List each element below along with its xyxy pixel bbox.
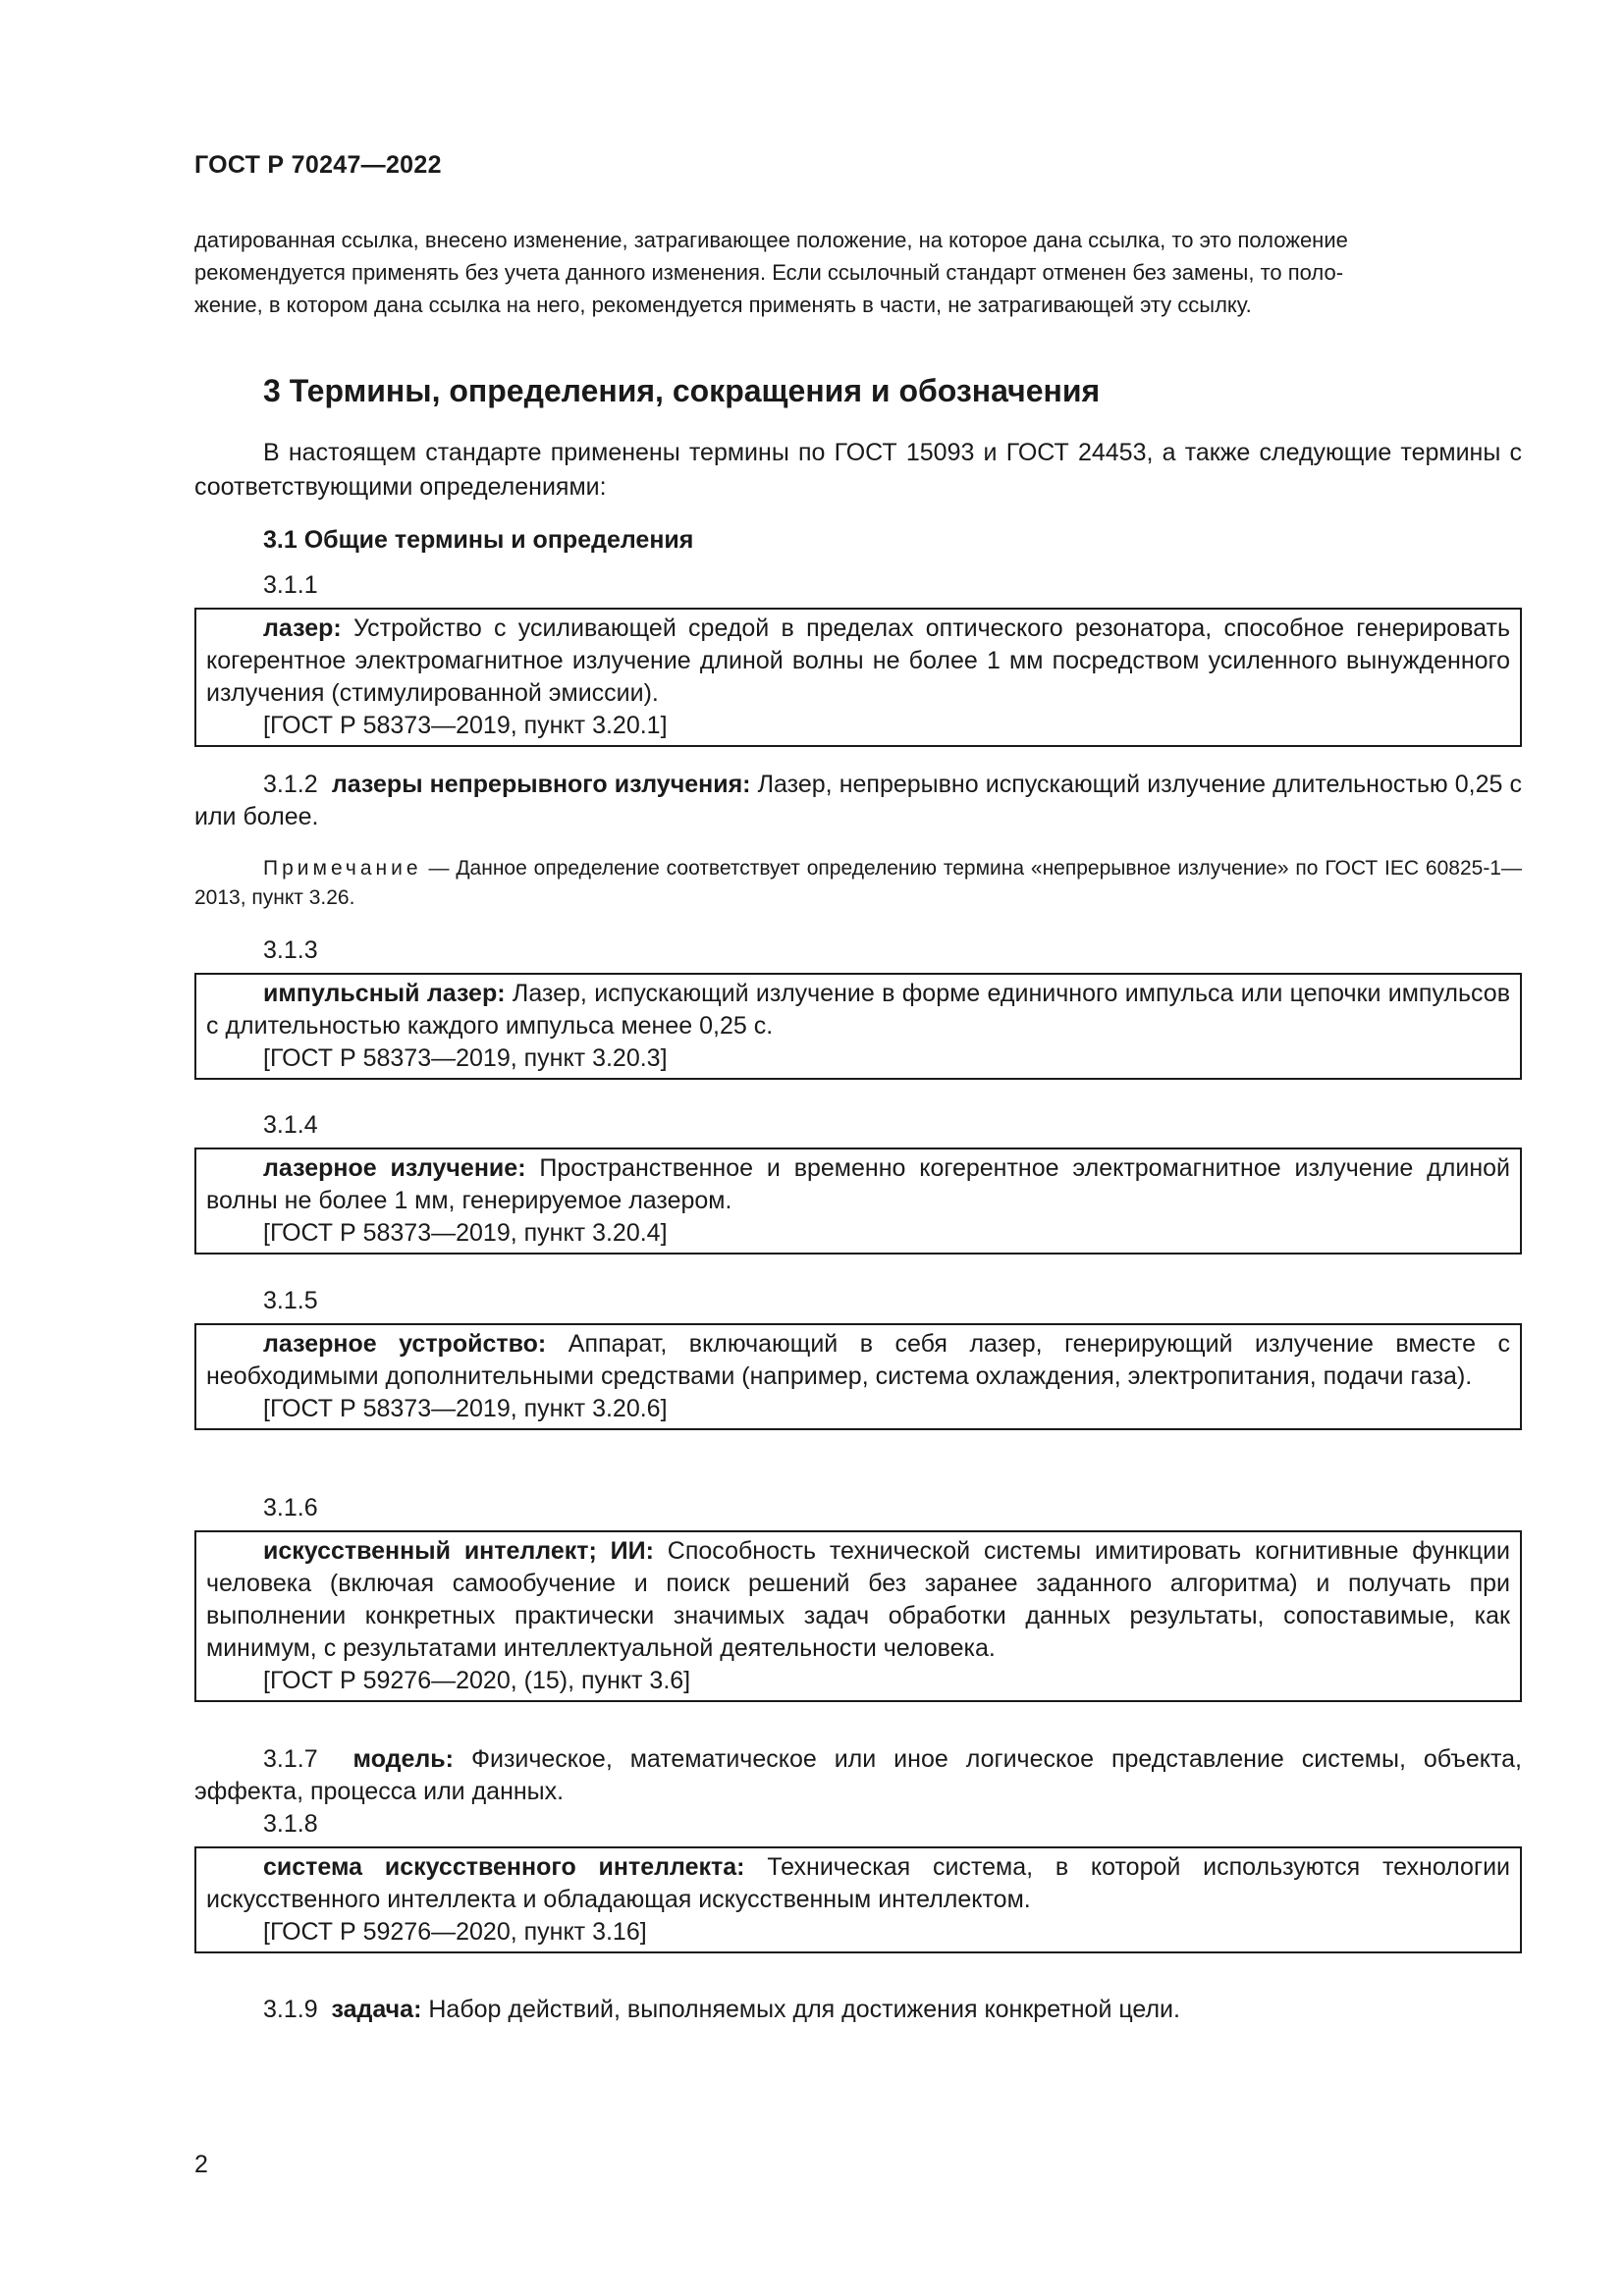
section-lead-text: В настоящем стандарте применены термины по ГОСТ 15093 и ГОСТ 24453, а также следующие термины с соответствующими определениями: xyxy=(194,439,1522,501)
page-number: 2 xyxy=(194,2151,208,2178)
term-source: [ГОСТ Р 58373—2019, пункт 3.20.1] xyxy=(263,712,668,739)
term-number: 3.1.8 xyxy=(263,1810,318,1838)
term-number: 3.1.7 xyxy=(263,1745,318,1773)
term-plain-definition xyxy=(194,769,1522,833)
term-definition-box xyxy=(194,973,1522,1080)
term-source: [ГОСТ Р 59276—2020, пункт 3.16] xyxy=(263,1918,647,1946)
term-number: 3.1.1 xyxy=(263,571,318,599)
term-definition-box xyxy=(194,608,1522,747)
term-definition: Способность технической системы имитировать когнитивные функции человека (включая самообучение и поиск решений без заранее заданного алгоритма) и получать при выполнении конкретных практически значимых задач обработки данных результаты, сопоставимые, как минимум, с результатами интеллектуальной деятельности человека. xyxy=(206,1537,1510,1662)
intro-paragraph xyxy=(194,224,1522,321)
term-source: [ГОСТ Р 58373—2019, пункт 3.20.4] xyxy=(263,1219,668,1247)
note-label: Примечание xyxy=(263,857,422,880)
term-source: [ГОСТ Р 58373—2019, пункт 3.20.6] xyxy=(263,1395,668,1422)
term-entry-3-1-3 xyxy=(194,934,1522,1080)
term-definition: Устройство с усиливающей средой в пределах оптического резонатора, способное генерировать когерентное электромагнитное излучение длиной волны не более 1 мм посредством усиленного вынужденного излучения (стимулированной эмиссии). xyxy=(206,614,1511,707)
term-plain-definition xyxy=(194,1994,1522,2026)
intro-line: датированная ссылка, внесено изменение, затрагивающее положение, на которое дана ссылка, то это положение xyxy=(194,228,1348,252)
term-plain-definition xyxy=(194,1743,1522,1808)
term-number: 3.1.9 xyxy=(263,1996,318,2023)
term-definition: Лазер, непрерывно испускающий излучение длительностью 0,25 с или более. xyxy=(194,771,1522,830)
term-definition: Лазер, испускающий излучение в форме единичного импульса или цепочки импульсов с длительностью каждого импульса менее 0,25 с. xyxy=(206,980,1510,1040)
term-entry-3-1-8 xyxy=(194,1808,1522,1953)
term-name: задача: xyxy=(331,1996,422,2023)
term-entry-3-1-1 xyxy=(194,569,1522,747)
term-entry-3-1-2 xyxy=(194,769,1522,913)
term-number: 3.1.5 xyxy=(263,1287,318,1314)
term-name: лазеры непрерывного излучения: xyxy=(331,771,751,798)
section-title: 3 Термины, определения, сокращения и обозначения xyxy=(263,373,1101,408)
intro-line: жение, в котором дана ссылка на него, рекомендуется применять в части, не затрагивающей эту ссылку. xyxy=(194,293,1252,317)
term-definition-box xyxy=(194,1530,1522,1702)
term-entry-3-1-6 xyxy=(194,1492,1522,1702)
term-name: система искусственного интеллекта: xyxy=(263,1853,745,1881)
term-source: [ГОСТ Р 59276—2020, (15), пункт 3.6] xyxy=(263,1667,691,1694)
term-entry-3-1-4 xyxy=(194,1109,1522,1255)
term-entry-3-1-7 xyxy=(194,1743,1522,1808)
document-code-header: ГОСТ Р 70247—2022 xyxy=(194,151,442,179)
term-definition-box xyxy=(194,1323,1522,1430)
term-name: лазерное устройство: xyxy=(263,1330,547,1358)
term-definition-box xyxy=(194,1846,1522,1953)
term-number: 3.1.2 xyxy=(263,771,318,798)
term-definition: Пространственное и временно когерентное электромагнитное излучение длиной волны не более 1 мм, генерируемое лазером. xyxy=(206,1154,1511,1214)
term-number: 3.1.4 xyxy=(263,1111,318,1139)
term-definition: Аппарат, включающий в себя лазер, генерирующий излучение вместе с необходимыми дополнительными средствами (например, система охлаждения, электропитания, подачи газа). xyxy=(206,1330,1510,1390)
term-note xyxy=(194,854,1522,913)
term-name: модель: xyxy=(352,1745,454,1773)
term-name: искусственный интеллект; ИИ: xyxy=(263,1537,654,1565)
term-name: лазерное излучение: xyxy=(263,1154,526,1182)
term-definition-box xyxy=(194,1148,1522,1255)
note-text: — Данное определение соответствует определению термина «непрерывное излучение» по ГОСТ IEC 60825-1—2013, пункт 3.26. xyxy=(194,857,1522,909)
section-lead xyxy=(194,436,1522,505)
term-definition: Набор действий, выполняемых для достижения конкретной цели. xyxy=(428,1996,1180,2023)
term-number: 3.1.3 xyxy=(263,936,318,964)
intro-line: рекомендуется применять без учета данного изменения. Если ссылочный стандарт отменен без замены, то поло- xyxy=(194,260,1344,285)
subsection-title: 3.1 Общие термины и определения xyxy=(263,526,694,554)
term-entry-3-1-9 xyxy=(194,1994,1522,2026)
term-number: 3.1.6 xyxy=(263,1494,318,1522)
term-definition: Физическое, математическое или иное логическое представление системы, объекта, эффекта, процесса или данных. xyxy=(194,1745,1523,1805)
term-entry-3-1-5 xyxy=(194,1285,1522,1430)
term-name: лазер: xyxy=(263,614,342,642)
term-source: [ГОСТ Р 58373—2019, пункт 3.20.3] xyxy=(263,1044,668,1072)
term-definition: Техническая система, в которой используются технологии искусственного интеллекта и обладающая искусственным интеллектом. xyxy=(206,1853,1511,1913)
term-name: импульсный лазер: xyxy=(263,980,506,1007)
